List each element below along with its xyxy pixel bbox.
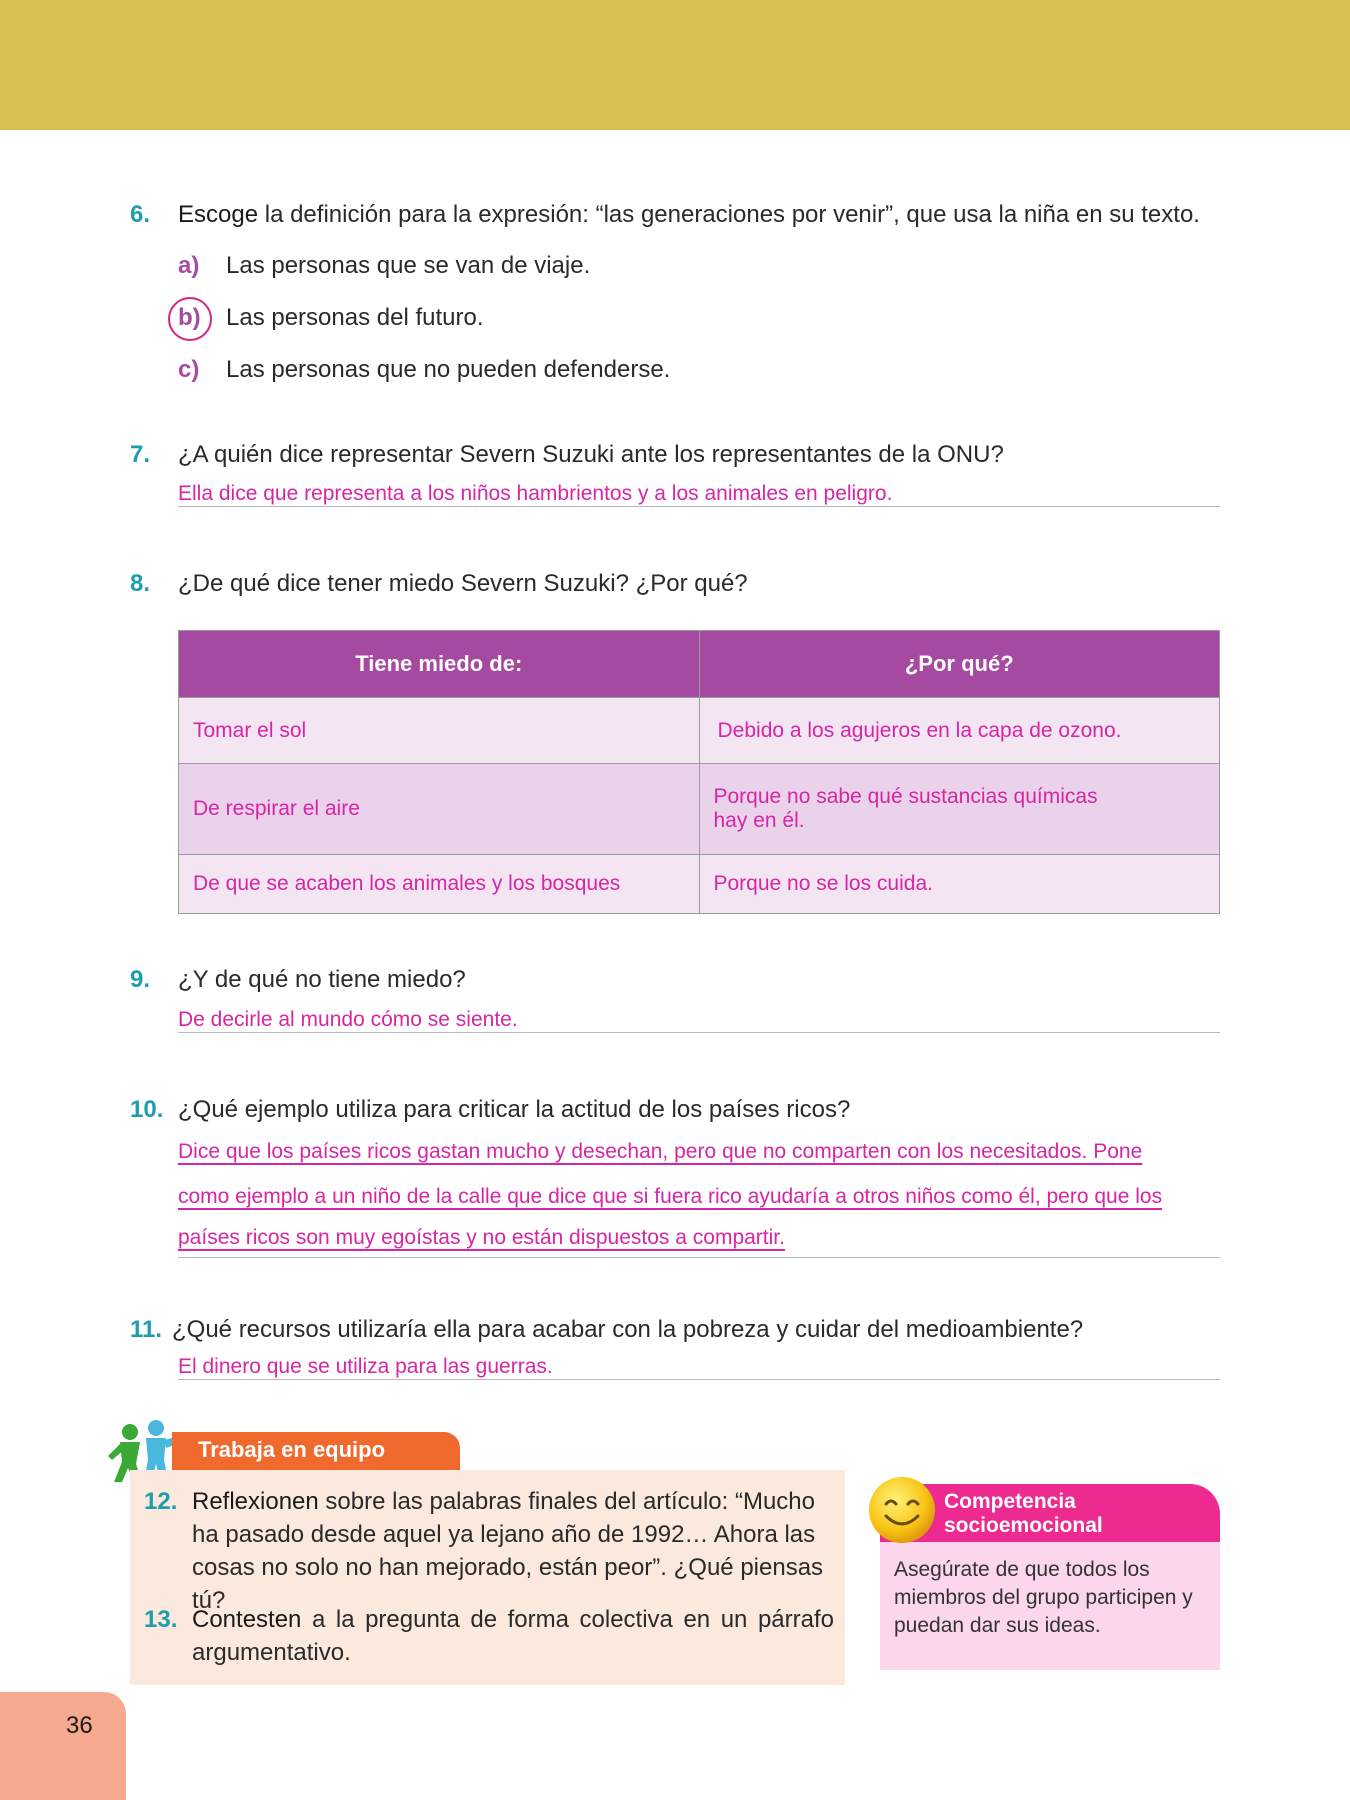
competencia-title-line: socioemocional — [944, 1514, 1103, 1537]
option-text: Las personas que no pueden defenderse. — [226, 356, 671, 383]
question-8 — [130, 569, 748, 599]
answer-line — [178, 1219, 1220, 1258]
question-7 — [130, 440, 1004, 470]
question-keyword: Contesten — [192, 1606, 302, 1633]
fear-table — [178, 630, 1220, 914]
option-letter: c) — [178, 356, 200, 383]
answer-line: como ejemplo a un niño de la calle que dice que si fuera rico ayudaría a otros niños como él, pero que los — [178, 1185, 1163, 1208]
question-text: sobre las palabras finales del artículo: “Mucho ha pasado desde aquel ya lejano año de 1992… Ahora las cosas no solo no han mejorado, están peor”. ¿Qué piensas tú? — [192, 1488, 824, 1614]
question-number: 6. — [130, 201, 151, 228]
question-number: 8. — [130, 570, 151, 597]
answer-9: De decirle al mundo cómo se siente. — [178, 1008, 1220, 1033]
question-12 — [144, 1485, 834, 1617]
question-13 — [144, 1603, 834, 1669]
question-9 — [130, 965, 466, 995]
option-a — [178, 251, 590, 281]
question-number: 12. — [144, 1488, 178, 1515]
answer-line-text: países ricos son muy egoístas y no están dispuestos a compartir. — [178, 1226, 785, 1249]
table-cell: De respirar el aire — [179, 764, 700, 855]
table-cell: Porque no se los cuida. — [699, 855, 1220, 914]
competencia-title-line: Competencia — [944, 1490, 1076, 1513]
question-6 — [130, 200, 1200, 230]
page-number-tab — [0, 1692, 126, 1800]
competencia-title — [944, 1490, 1103, 1538]
smiley-face-icon — [866, 1474, 938, 1546]
question-keyword: Escoge — [178, 201, 259, 228]
question-text: ¿A quién dice representar Severn Suzuki ante los representantes de la ONU? — [178, 441, 1004, 468]
question-text: ¿Qué ejemplo utiliza para criticar la actitud de los países ricos? — [178, 1096, 851, 1123]
competencia-text: Asegúrate de que todos los miembros del grupo participen y puedan dar sus ideas. — [894, 1558, 1193, 1637]
top-banner — [0, 0, 1350, 130]
table-row — [179, 855, 1220, 914]
option-text: Las personas que se van de viaje. — [226, 252, 591, 279]
table-header: Tiene miedo de: — [179, 631, 700, 698]
question-number: 10. — [130, 1096, 164, 1123]
question-text: ¿Y de qué no tiene miedo? — [178, 966, 466, 993]
table-row — [179, 698, 1220, 764]
answer-line: Dice que los países ricos gastan mucho y desechan, pero que no comparten con los necesitados. Pone — [178, 1140, 1143, 1163]
answer-10 — [178, 1129, 1220, 1258]
table-cell: Porque no sabe qué sustancias químicas hay en él. — [699, 764, 1220, 855]
table-header-row — [179, 631, 1220, 698]
question-11 — [130, 1315, 1083, 1345]
question-10 — [130, 1095, 850, 1125]
question-number: 9. — [130, 966, 151, 993]
question-keyword: Reflexionen — [192, 1488, 319, 1515]
question-number: 13. — [144, 1606, 178, 1633]
question-number: 7. — [130, 441, 151, 468]
table-row — [179, 764, 1220, 855]
table-cell: Tomar el sol — [179, 698, 700, 764]
table-cell: Debido a los agujeros en la capa de ozono. — [699, 698, 1220, 764]
table-cell: De que se acaben los animales y los bosques — [179, 855, 700, 914]
option-letter: b) — [178, 304, 201, 331]
team-label: Trabaja en equipo — [198, 1437, 386, 1462]
option-letter: a) — [178, 252, 200, 279]
answer-11: El dinero que se utiliza para las guerras. — [178, 1355, 1220, 1380]
table-header: ¿Por qué? — [699, 631, 1220, 698]
question-text: la definición para la expresión: “las generaciones por venir”, que usa la niña en su texto. — [258, 201, 1200, 228]
question-text: ¿Qué recursos utilizaría ella para acabar con la pobreza y cuidar del medioambiente? — [172, 1316, 1084, 1343]
page-number: 36 — [66, 1712, 93, 1739]
question-text: ¿De qué dice tener miedo Severn Suzuki? ¿Por qué? — [178, 570, 748, 597]
question-number: 11. — [130, 1316, 163, 1343]
answer-7: Ella dice que representa a los niños hambrientos y a los animales en peligro. — [178, 482, 1220, 507]
option-b — [178, 303, 484, 333]
question-text: a la pregunta de forma colectiva en un párrafo argumentativo. — [192, 1606, 834, 1666]
option-c — [178, 355, 670, 385]
option-text: Las personas del futuro. — [226, 304, 484, 331]
